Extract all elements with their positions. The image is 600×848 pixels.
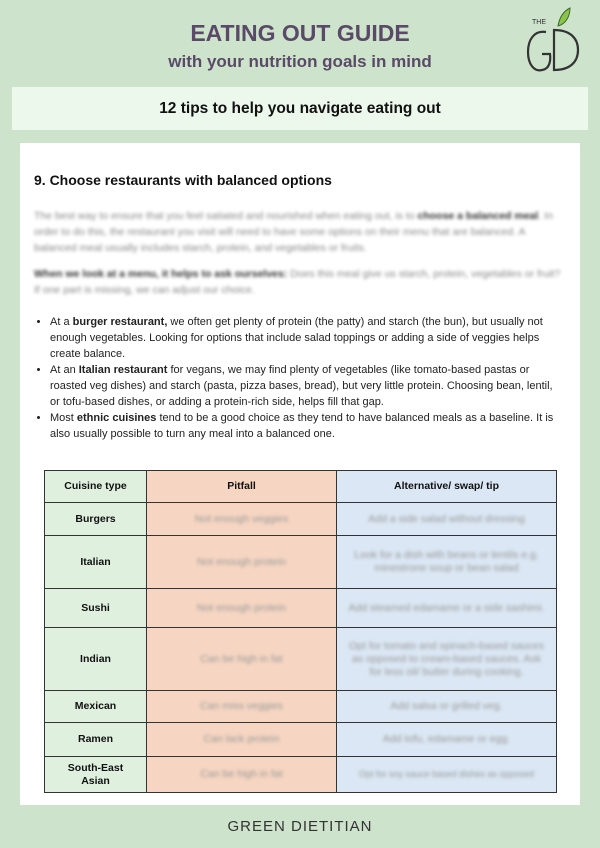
table-row xyxy=(45,503,557,536)
cell-text: Not enough protein xyxy=(196,555,287,568)
cell-text: Not enough veggies xyxy=(194,512,289,525)
svg-text:THE: THE xyxy=(532,19,546,26)
header-pitfall: Pitfall xyxy=(147,471,337,503)
cell-text: Can lack protein xyxy=(203,733,280,745)
page-subtitle: with your nutrition goals in mind xyxy=(168,52,432,71)
tip-cell xyxy=(337,691,557,723)
cell-text: Opt for tomato and spinach-based sauces as opposed to cream-based sauces. Ask for less oil/ butter during cooking. xyxy=(349,639,544,678)
cell-text: Add salsa or grilled veg. xyxy=(390,700,503,712)
cuisine-table xyxy=(44,470,557,793)
cell-text: Not enough protein xyxy=(196,601,287,614)
cell-text: Burgers xyxy=(75,512,116,525)
tip-cell xyxy=(337,628,557,691)
cell-text: Add a side salad without dressing xyxy=(368,512,525,525)
cell-text: Italian xyxy=(80,555,111,568)
list-item: • Most ethnic cuisines tend to be a good choice as they tend to have balanced meals as a baseline. It is also usually possible to turn any meal into a balanced one. xyxy=(50,410,562,442)
intro-paragraph: The best way to ensure that you feel satiated and nourished when eating out, is to choose a balanced meal. In order to do this, the restaurant you visit will need to have some options on their menu that are balanced. A balanced meal usually includes starch, protein, and vegetables or fruits. xyxy=(34,210,553,254)
cell-text: Add steamed edamame or a side sashimi. xyxy=(348,601,545,614)
cuisine-cell xyxy=(45,691,147,723)
cell-text: South-East Asian xyxy=(67,761,124,787)
pitfall-cell xyxy=(147,536,337,589)
table-header-row xyxy=(45,471,557,503)
green-dietitian-logo xyxy=(522,6,584,74)
cell-text: Indian xyxy=(80,652,111,665)
pitfall-cell xyxy=(147,723,337,757)
table-row xyxy=(45,536,557,589)
tip-cell xyxy=(337,723,557,757)
cell-text: Opt for soy sauce based dishes as opposed xyxy=(358,769,535,779)
cuisine-cell xyxy=(45,757,147,793)
tips-banner: 12 tips to help you navigate eating out xyxy=(12,87,588,130)
cell-text: Mexican xyxy=(74,700,117,712)
cuisine-cell xyxy=(45,723,147,757)
cuisine-cell xyxy=(45,536,147,589)
tip-cell xyxy=(337,503,557,536)
tips-list xyxy=(50,314,562,442)
cell-text: Add tofu, edamame or egg. xyxy=(382,733,511,745)
cell-text: Sushi xyxy=(81,601,110,614)
pitfall-cell xyxy=(147,691,337,723)
table-row xyxy=(45,723,557,757)
cuisine-cell xyxy=(45,628,147,691)
cell-text: Can be high in fat xyxy=(200,652,283,665)
tip-cell xyxy=(337,757,557,793)
tip-cell xyxy=(337,536,557,589)
table-row xyxy=(45,757,557,793)
section-heading: 9. Choose restaurants with balanced options xyxy=(34,172,332,188)
cell-text: Ramen xyxy=(77,733,113,745)
cell-text: Can miss veggies xyxy=(200,700,283,712)
footer-brand: GREEN DIETITIAN xyxy=(227,818,373,835)
tip-cell xyxy=(337,589,557,628)
pitfall-cell xyxy=(147,628,337,691)
table-row xyxy=(45,628,557,691)
list-item: • At a burger restaurant, we often get plenty of protein (the patty) and starch (the bun), but usually not enough vegetables. Looking for options that include salad toppings or adding a side of veggies helps create balance. xyxy=(50,314,562,362)
cell-text: Can be high in fat xyxy=(200,768,283,780)
header-cuisine: Cuisine type xyxy=(45,471,147,503)
pitfall-cell xyxy=(147,589,337,628)
cuisine-cell xyxy=(45,589,147,628)
menu-question-paragraph: When we look at a menu, it helps to ask ourselves: Does this meal give us starch, protein, vegetables or fruit? If one part is missing, we can adjust our choice. xyxy=(34,268,561,296)
page-title: EATING OUT GUIDE xyxy=(190,20,410,46)
cell-text: Look for a dish with beans or lentils e.g. minestrone soup or bean salad xyxy=(354,549,539,574)
pitfall-cell xyxy=(147,757,337,793)
header-tip: Alternative/ swap/ tip xyxy=(337,471,557,503)
table-row xyxy=(45,691,557,723)
cuisine-cell xyxy=(45,503,147,536)
pitfall-cell xyxy=(147,503,337,536)
list-item: • At an Italian restaurant for vegans, we may find plenty of vegetables (like tomato-based pastas or roasted veg dishes) and starch (pasta, pizza bases, bread), but very little protein. Choosing bean, lentil, or tofu-based dishes, or adding a protein-rich side, helps fill that gap. xyxy=(50,362,562,410)
table-row xyxy=(45,589,557,628)
